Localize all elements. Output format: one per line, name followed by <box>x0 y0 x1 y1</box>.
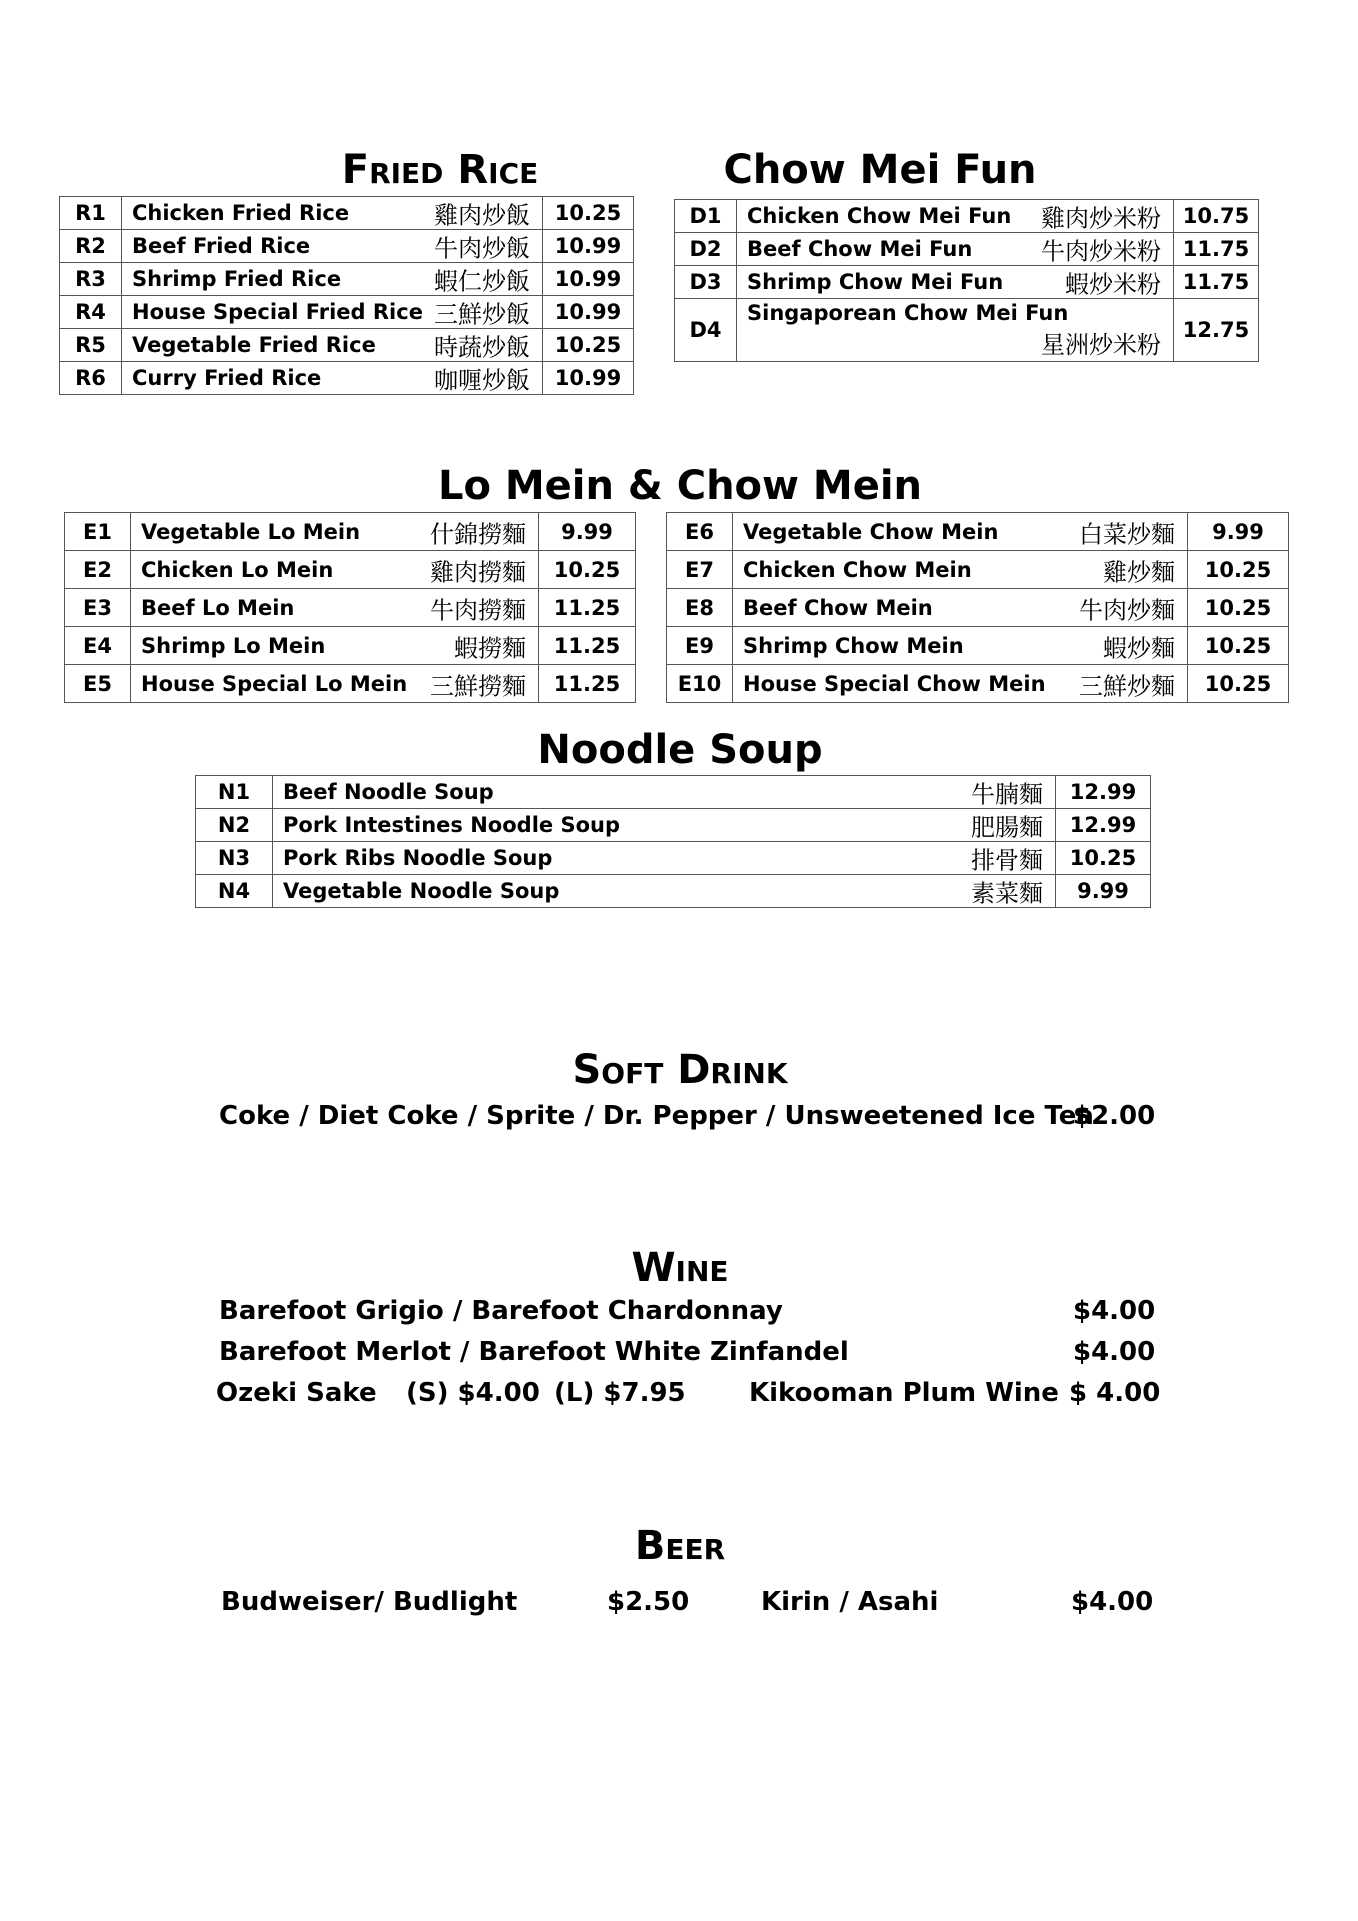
item-name <box>122 296 543 329</box>
item-name-zh: 蝦炒米粉 <box>1065 270 1161 299</box>
soft-drink-price: $2.00 <box>1073 1101 1156 1131</box>
item-code: R6 <box>60 362 122 395</box>
item-name-en: Beef Lo Mein <box>141 595 295 620</box>
item-name-en: House Special Lo Mein <box>141 671 408 696</box>
item-code: R5 <box>60 329 122 362</box>
chow-mei-fun-title: Chow Mei Fun <box>723 147 1037 193</box>
item-name <box>131 513 539 551</box>
item-name-en: Shrimp Lo Mein <box>141 633 326 658</box>
item-code: E7 <box>667 551 733 589</box>
item-name-zh: 肥腸麵 <box>971 813 1043 842</box>
table-row <box>196 809 1151 842</box>
item-name <box>122 197 543 230</box>
wine-line-1-price: $4.00 <box>1073 1296 1156 1326</box>
item-price: 12.75 <box>1174 299 1259 362</box>
item-name-zh: 三鮮撈麵 <box>430 672 526 700</box>
item-code: R2 <box>60 230 122 263</box>
beer-item-2-name: Kirin / Asahi <box>761 1587 939 1617</box>
item-code: N3 <box>196 842 273 875</box>
item-name-zh: 雞肉炒米粉 <box>1041 204 1161 233</box>
plum-wine-name: Kikooman Plum Wine <box>749 1378 1059 1408</box>
item-price: 10.25 <box>543 197 634 230</box>
table-row <box>60 263 634 296</box>
item-name-en: Beef Fried Rice <box>132 234 311 258</box>
item-price: 11.75 <box>1174 266 1259 299</box>
table-row <box>196 776 1151 809</box>
item-name <box>737 233 1174 266</box>
item-name-zh: 白菜炒麵 <box>1079 520 1175 548</box>
item-name-en: Vegetable Fried Rice <box>132 333 376 357</box>
item-price: 12.99 <box>1056 809 1151 842</box>
item-price: 10.99 <box>543 296 634 329</box>
item-code: N4 <box>196 875 273 908</box>
item-code: N1 <box>196 776 273 809</box>
item-name <box>273 809 1056 842</box>
item-name-en: Beef Chow Mei Fun <box>747 237 973 261</box>
table-row <box>60 362 634 395</box>
item-code: E10 <box>667 665 733 703</box>
item-code: R3 <box>60 263 122 296</box>
table-row <box>667 589 1289 627</box>
item-name-en: Singaporean Chow Mei Fun <box>747 301 1069 325</box>
item-name-zh: 咖喱炒飯 <box>434 366 530 395</box>
item-name-en: Beef Noodle Soup <box>283 780 494 804</box>
wine-line-2-price: $4.00 <box>1073 1337 1156 1367</box>
sake-large-price: (L) $7.95 <box>554 1378 686 1408</box>
chow-mein-table <box>666 512 1289 703</box>
item-name-en: Vegetable Chow Mein <box>743 519 999 544</box>
item-name-en: House Special Chow Mein <box>743 671 1046 696</box>
item-name <box>733 627 1188 665</box>
table-row <box>60 230 634 263</box>
item-price: 9.99 <box>1056 875 1151 908</box>
item-code: E8 <box>667 589 733 627</box>
item-price: 9.99 <box>539 513 636 551</box>
table-row <box>667 513 1289 551</box>
item-name-zh: 時蔬炒飯 <box>434 333 530 362</box>
item-name-en: Shrimp Chow Mein <box>743 633 964 658</box>
table-row <box>65 513 636 551</box>
item-name-zh: 牛肉撈麵 <box>430 596 526 624</box>
item-name <box>122 263 543 296</box>
table-row <box>667 665 1289 703</box>
wine-line-2-name: Barefoot Merlot / Barefoot White Zinfandel <box>219 1337 849 1367</box>
item-code: E5 <box>65 665 131 703</box>
item-code: E2 <box>65 551 131 589</box>
item-name <box>737 299 1174 362</box>
item-price: 10.99 <box>543 230 634 263</box>
item-name-en: Pork Intestines Noodle Soup <box>283 813 620 837</box>
item-price: 10.75 <box>1174 200 1259 233</box>
item-name-en: Chicken Lo Mein <box>141 557 334 582</box>
item-price: 9.99 <box>1188 513 1289 551</box>
item-name-zh: 三鮮炒飯 <box>434 300 530 329</box>
table-row <box>675 200 1259 233</box>
noodle-soup-table <box>195 775 1151 908</box>
item-price: 10.99 <box>543 263 634 296</box>
item-name-zh: 星洲炒米粉 <box>1041 331 1161 359</box>
table-row <box>667 551 1289 589</box>
item-name-zh: 蝦仁炒飯 <box>434 267 530 296</box>
item-price: 11.25 <box>539 589 636 627</box>
fried-rice-table <box>59 196 634 395</box>
item-name <box>122 362 543 395</box>
item-name-zh: 雞肉炒飯 <box>434 201 530 230</box>
item-price: 10.25 <box>1188 551 1289 589</box>
item-price: 10.25 <box>539 551 636 589</box>
item-price: 11.25 <box>539 627 636 665</box>
table-row <box>60 296 634 329</box>
item-name <box>131 551 539 589</box>
item-name <box>737 200 1174 233</box>
item-code: R4 <box>60 296 122 329</box>
item-name <box>273 875 1056 908</box>
item-name <box>733 513 1188 551</box>
soft-drink-title: Soft Drink <box>572 1047 788 1093</box>
item-code: E3 <box>65 589 131 627</box>
item-name-en: Shrimp Fried Rice <box>132 267 342 291</box>
item-code: N2 <box>196 809 273 842</box>
sake-small-price: (S) $4.00 <box>406 1378 540 1408</box>
table-row <box>60 197 634 230</box>
noodle-soup-title: Noodle Soup <box>537 727 823 773</box>
item-price: 10.25 <box>1188 665 1289 703</box>
table-row <box>65 589 636 627</box>
item-code: E9 <box>667 627 733 665</box>
item-name-zh: 三鮮炒麵 <box>1079 672 1175 700</box>
item-price: 12.99 <box>1056 776 1151 809</box>
item-price: 11.75 <box>1174 233 1259 266</box>
item-name <box>733 589 1188 627</box>
table-row <box>675 233 1259 266</box>
table-row <box>196 842 1151 875</box>
table-row <box>675 299 1259 362</box>
item-name <box>122 329 543 362</box>
item-price: 10.25 <box>1056 842 1151 875</box>
item-name <box>131 665 539 703</box>
item-price: 10.25 <box>543 329 634 362</box>
chow-mei-fun-table <box>674 199 1259 362</box>
item-name-en: Pork Ribs Noodle Soup <box>283 846 553 870</box>
wine-title: Wine <box>631 1245 729 1291</box>
item-name-zh: 牛肉炒麵 <box>1079 596 1175 624</box>
item-name <box>131 589 539 627</box>
item-price: 10.99 <box>543 362 634 395</box>
item-name <box>122 230 543 263</box>
plum-wine-price: $ 4.00 <box>1069 1378 1161 1408</box>
soft-drink-items: Coke / Diet Coke / Sprite / Dr. Pepper / Unsweetened Ice Tea <box>219 1101 1094 1131</box>
item-name <box>733 665 1188 703</box>
item-price: 10.25 <box>1188 627 1289 665</box>
table-row <box>667 627 1289 665</box>
beer-item-1-name: Budweiser/ Budlight <box>221 1587 518 1617</box>
item-name <box>131 627 539 665</box>
table-row <box>675 266 1259 299</box>
item-name-zh: 蝦炒麵 <box>1103 634 1175 662</box>
item-name-zh: 雞炒麵 <box>1103 558 1175 586</box>
item-name <box>273 842 1056 875</box>
item-code: E1 <box>65 513 131 551</box>
item-name-zh: 牛肉炒飯 <box>434 234 530 263</box>
item-name-zh: 素菜麵 <box>971 879 1043 908</box>
item-code: E6 <box>667 513 733 551</box>
item-name-zh: 雞肉撈麵 <box>430 558 526 586</box>
item-name <box>733 551 1188 589</box>
item-name-en: Chicken Chow Mein <box>743 557 972 582</box>
item-name-zh: 蝦撈麵 <box>454 634 526 662</box>
item-name-zh: 什錦撈麵 <box>430 520 526 548</box>
lo-mein-chow-mein-title: Lo Mein & Chow Mein <box>437 463 923 509</box>
item-name-en: Curry Fried Rice <box>132 366 322 390</box>
lo-mein-table <box>64 512 636 703</box>
item-price: 10.25 <box>1188 589 1289 627</box>
item-name-en: House Special Fried Rice <box>132 300 423 324</box>
item-code: D3 <box>675 266 737 299</box>
item-name <box>737 266 1174 299</box>
table-row <box>65 627 636 665</box>
item-name-en: Shrimp Chow Mei Fun <box>747 270 1004 294</box>
item-name-en: Vegetable Noodle Soup <box>283 879 560 903</box>
item-name-en: Vegetable Lo Mein <box>141 519 361 544</box>
item-name <box>273 776 1056 809</box>
item-name-zh: 排骨麵 <box>971 846 1043 875</box>
beer-title: Beer <box>634 1523 726 1569</box>
beer-item-1-price: $2.50 <box>607 1587 690 1617</box>
sake-name: Ozeki Sake <box>216 1378 377 1408</box>
item-code: D2 <box>675 233 737 266</box>
item-code: D4 <box>675 299 737 362</box>
item-name-en: Chicken Chow Mei Fun <box>747 204 1012 228</box>
table-row <box>65 665 636 703</box>
fried-rice-title: Fried Rice <box>341 147 539 193</box>
item-code: E4 <box>65 627 131 665</box>
table-row <box>196 875 1151 908</box>
beer-item-2-price: $4.00 <box>1071 1587 1154 1617</box>
item-price: 11.25 <box>539 665 636 703</box>
item-code: R1 <box>60 197 122 230</box>
wine-line-1-name: Barefoot Grigio / Barefoot Chardonnay <box>219 1296 783 1326</box>
item-name-en: Beef Chow Mein <box>743 595 933 620</box>
item-name-zh: 牛腩麵 <box>971 780 1043 809</box>
table-row <box>60 329 634 362</box>
item-name-zh: 牛肉炒米粉 <box>1041 237 1161 266</box>
item-name-en: Chicken Fried Rice <box>132 201 350 225</box>
item-code: D1 <box>675 200 737 233</box>
table-row <box>65 551 636 589</box>
